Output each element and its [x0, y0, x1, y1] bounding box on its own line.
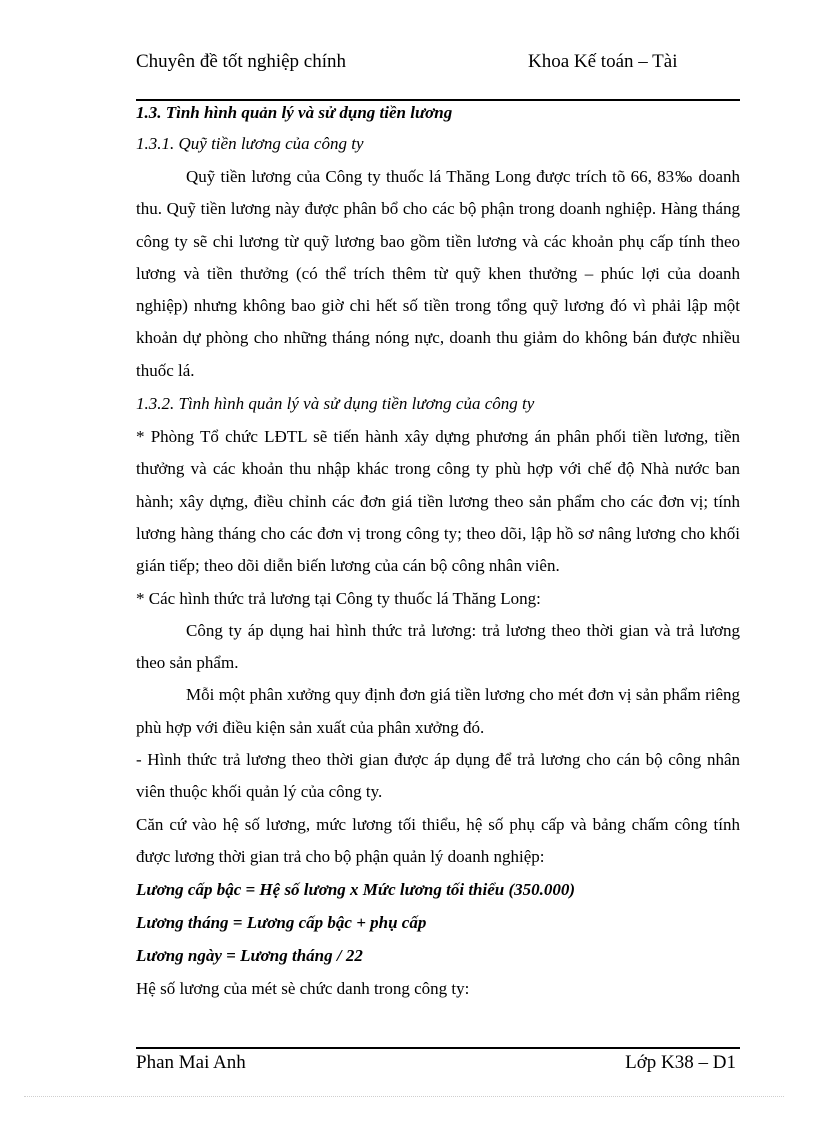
footer-class: Lớp K38 – D1 [625, 1052, 736, 1073]
subsection-heading-1: 1.3.1. Quỹ tiền lương của công ty [136, 134, 364, 153]
formula-monthly-wage: Lương tháng = Lương cấp bậc + phụ cấp [136, 913, 427, 933]
subsection-heading-2: 1.3.2. Tình hình quản lý và sử dụng tiền lương của công ty [136, 394, 535, 414]
header-right-text: Khoa Kế toán – Tài [528, 51, 678, 72]
page-header [136, 47, 740, 103]
two-forms-paragraph: Công ty áp dụng hai hình thức trả lương: trả lương theo thời gian và trả lương theo sản phẩm. [136, 620, 740, 673]
page-body [136, 99, 740, 1005]
coefficient-intro-paragraph: Hệ số lương của mét sè chức danh trong công ty: [136, 979, 470, 999]
payment-forms-paragraph: * Các hình thức trả lương tại Công ty thuốc lá Thăng Long: [136, 588, 541, 608]
header-left-text: Chuyên đề tốt nghiệp chính [136, 51, 347, 72]
wage-fund-paragraph: Quỹ tiền lương của Công ty thuốc lá Thăng Long được trích tõ 66, 83‰ doanh thu. Quỹ tiền lương này được phân bổ cho các bộ phận trong doanh nghiệp. Hàng tháng công ty sẽ chi lương từ quỹ lương bao gồm tiền lương và các khoản phụ cấp tính theo lương và tiền thưởng (có thể trích thêm từ quỹ khen thưởng – phúc lợi của doanh nghiệp) nhưng không bao giờ chi hết số tiền trong tổng quỹ lương đó vì phải lập một khoản dự phòng cho những tháng nóng nực, doanh thu giảm do không bán được nhiều thuốc lá. [136, 167, 740, 380]
section-heading: 1.3. Tình hình quản lý và sử dụng tiền lương [136, 103, 453, 122]
page-bottom-edge [24, 1096, 784, 1097]
time-based-paragraph: - Hình thức trả lương theo thời gian được áp dụng để trả lương cho cán bộ công nhân viên thuộc khối quản lý của công ty. [136, 750, 740, 802]
footer-divider [136, 1047, 740, 1049]
hr-department-paragraph: * Phòng Tổ chức LĐTL sẽ tiến hành xây dựng phương án phân phối tiền lương, tiền thưởng và các khoản thu nhập khác trong công ty phù hợp với chế độ Nhà nước ban hành; xây dựng, điều chỉnh các đơn giá tiền lương theo sản phẩm cho các đơn vị; tính lương hàng tháng cho các đơn vị trong công ty; theo dõi, lập hồ sơ nâng lương cho khối gián tiếp; theo dõi diễn biến lương của cán bộ công nhân viên. [136, 427, 740, 576]
calculation-basis-paragraph: Căn cứ vào hệ số lương, mức lương tối thiểu, hệ số phụ cấp và bảng chấm công tính được lương thời gian trả cho bộ phận quản lý doanh nghiệp: [136, 814, 740, 866]
formula-daily-wage: Lương ngày = Lương tháng / 22 [136, 946, 363, 966]
workshop-rate-paragraph: Mỗi một phân xưởng quy định đơn giá tiền lương cho mét đơn vị sản phẩm riêng phù hợp với điều kiện sản xuất của phân xưởng đó. [136, 685, 740, 737]
footer-author: Phan Mai Anh [136, 1052, 246, 1073]
formula-grade-wage: Lương cấp bậc = Hệ số lương x Mức lương tối thiểu (350.000) [136, 880, 576, 900]
